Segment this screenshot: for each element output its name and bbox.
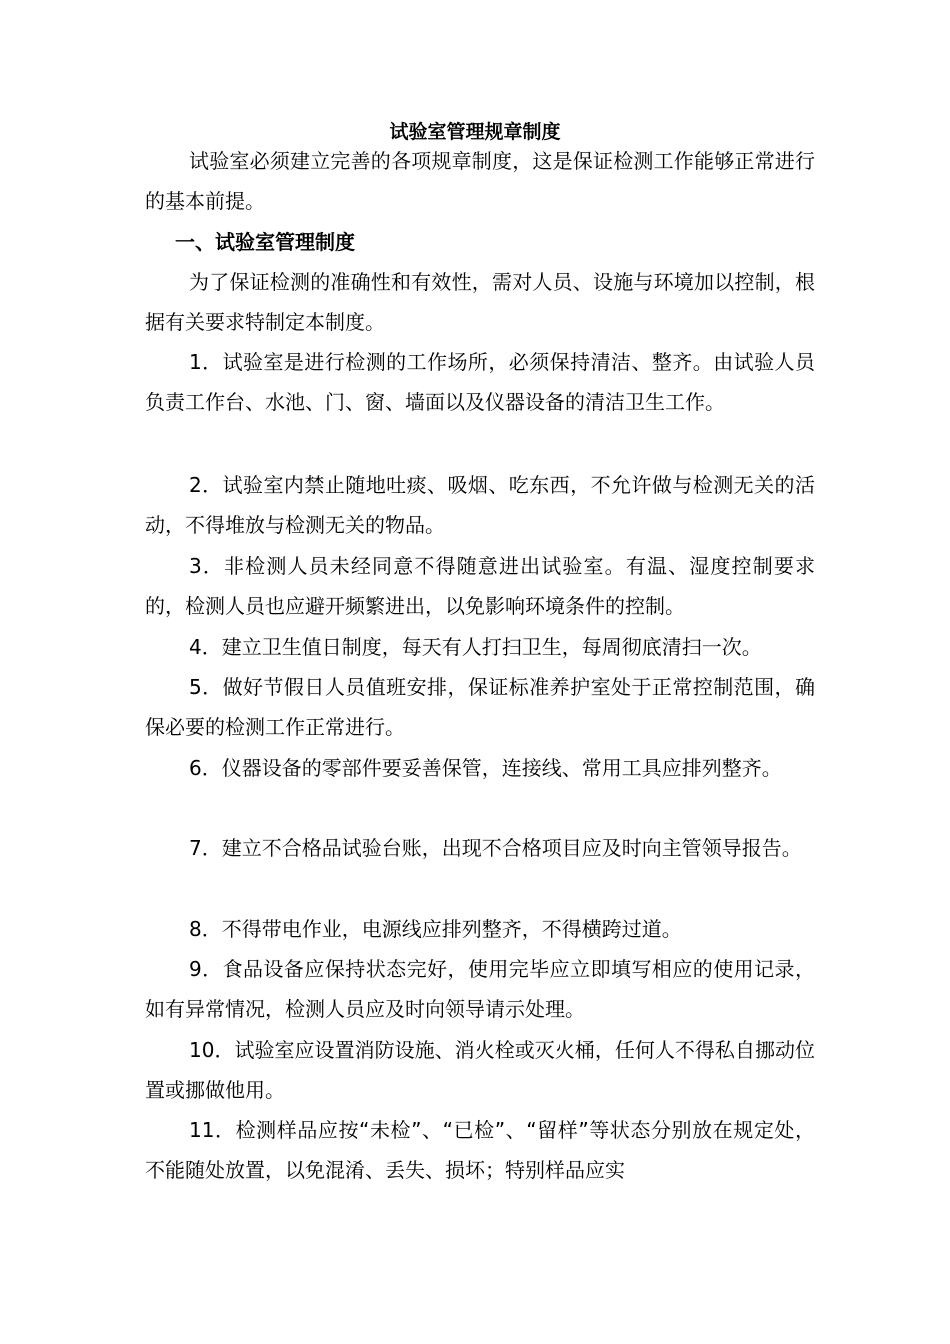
rule-item-8: 8．不得带电作业，电源线应排列整齐，不得横跨过道。	[189, 917, 682, 941]
intro-paragraph: 试验室必须建立完善的各项规章制度，这是保证检测工作能够正常进行的基本前提。	[145, 149, 815, 213]
purpose-paragraph: 为了保证检测的准确性和有效性，需对人员、设施与环境加以控制，根据有关要求特制定本制度。	[145, 270, 815, 334]
rule-item-1: 1．试验室是进行检测的工作场所，必须保持清洁、整齐。由试验人员负责工作台、水池、门、窗、墙面以及仪器设备的清洁卫生工作。	[145, 350, 815, 414]
rule-item-11: 11．检测样品应按“未检”、“已检”、“留样”等状态分别放在规定处，不能随处放置，以免混淆、丢失、损坏；特别样品应实	[145, 1118, 815, 1182]
document-title: 试验室管理规章制度	[389, 121, 561, 143]
rule-item-3: 3．非检测人员未经同意不得随意进出试验室。有温、湿度控制要求的，检测人员也应避开频繁进出，以免影响环境条件的控制。	[145, 554, 815, 618]
rule-item-5: 5．做好节假日人员值班安排，保证标准养护室处于正常控制范围，确保必要的检测工作正常进行。	[145, 675, 815, 739]
rule-item-4: 4．建立卫生值日制度，每天有人打扫卫生，每周彻底清扫一次。	[189, 635, 762, 659]
rule-item-7: 7．建立不合格品试验台账，出现不合格项目应及时向主管领导报告。	[189, 836, 802, 860]
rule-item-9: 9．食品设备应保持状态完好，使用完毕应立即填写相应的使用记录，如有异常情况，检测人员应及时向领导请示处理。	[145, 957, 815, 1021]
section-heading: 一、试验室管理制度	[175, 230, 355, 254]
rule-item-2: 2．试验室内禁止随地吐痰、吸烟、吃东西，不允许做与检测无关的活动，不得堆放与检测无关的物品。	[145, 473, 815, 537]
rule-item-10: 10．试验室应设置消防设施、消火栓或灭火桶，任何人不得私自挪动位置或挪做他用。	[145, 1038, 815, 1102]
rule-item-6: 6．仪器设备的零部件要妥善保管，连接线、常用工具应排列整齐。	[189, 756, 782, 780]
